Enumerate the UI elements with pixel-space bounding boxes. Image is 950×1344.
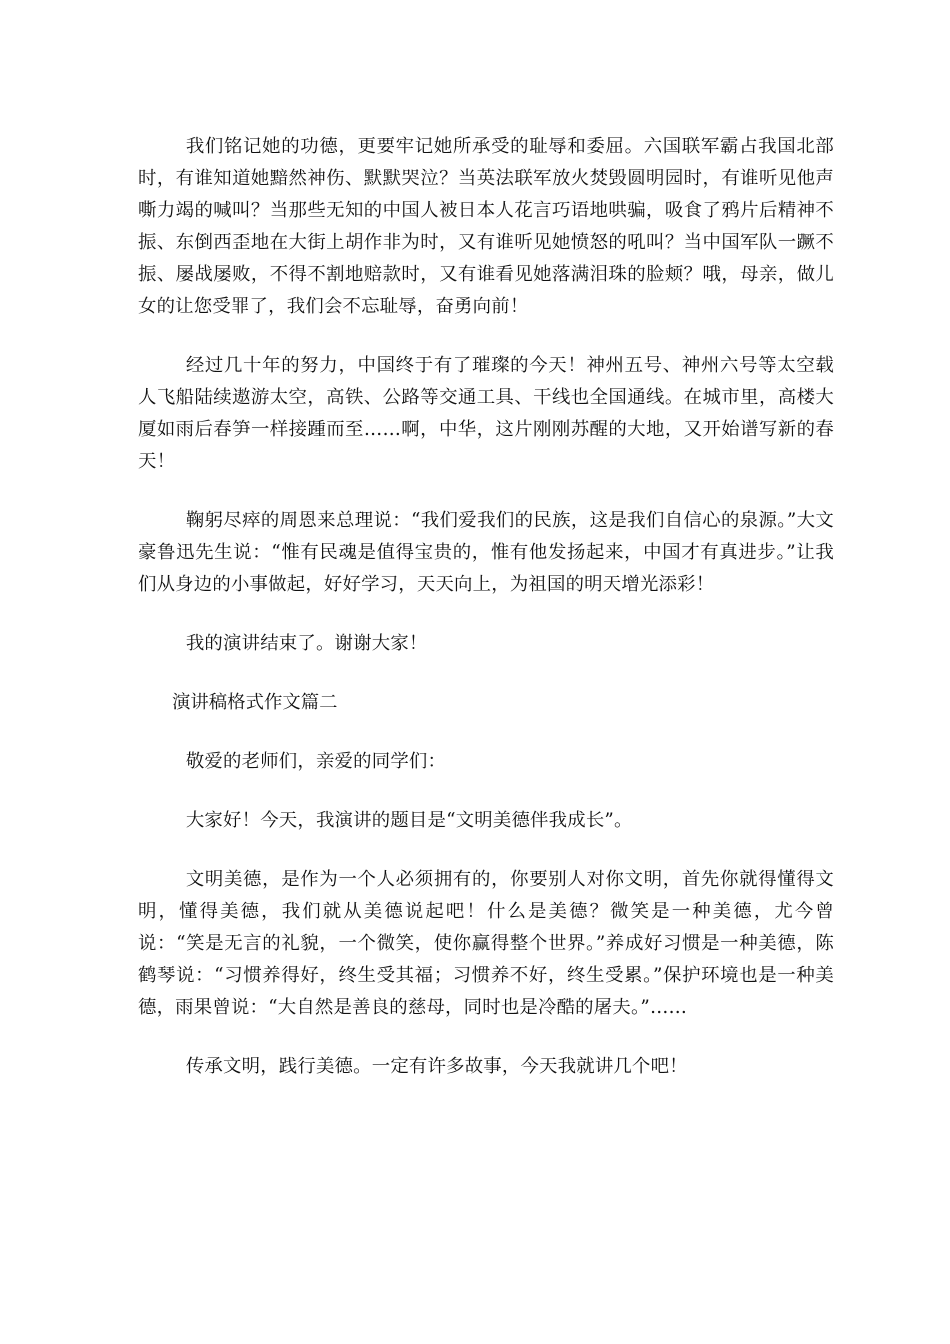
paragraph-achievements: 经过几十年的努力，中国终于有了璀璨的今天！神州五号、神州六号等太空载人飞船陆续遨游太空，高铁、公路等交通工具、干线也全国通线。在城市里，高楼大厦如雨后春笋一样接踵而至……啊，中华，这片刚刚苏醒的大地，又开始谱写新的春天！ [138, 355, 834, 472]
paragraph-quotes: 鞠躬尽瘁的周恩来总理说：“我们爱我们的民族，这是我们自信心的泉源。”大文豪鲁迅先生说：“惟有民魂是值得宝贵的，惟有他发扬起来，中国才有真进步。”让我们从身边的小事做起，好好学习，天天向上，为祖国的明天增光添彩！ [138, 510, 834, 595]
paragraph-closing: 我的演讲结束了。谢谢大家！ [185, 633, 428, 654]
paragraph-virtue: 文明美德，是作为一个人必须拥有的，你要别人对你文明，首先你就得懂得文明，懂得美德，我们就从美德说起吧！什么是美德？微笑是一种美德，尤今曾说：“笑是无言的礼貌，一个微笑，使你赢得整个世界。”养成好习惯是一种美德，陈鹤琴说：“习惯养得好，终生受其福；习惯养不好，终生受累。”保护环境也是一种美德，雨果曾说：“大自然是善良的慈母，同时也是冷酷的屠夫。”…… [138, 869, 834, 1018]
paragraph-greeting: 敬爱的老师们，亲爱的同学们： [185, 751, 447, 772]
paragraph-stories: 传承文明，践行美德。一定有许多故事，今天我就讲几个吧！ [185, 1056, 688, 1077]
paragraph-humiliation: 我们铭记她的功德，更要牢记她所承受的耻辱和委屈。六国联军霸占我国北部时，有谁知道她黯然神伤、默默哭泣？当英法联军放火焚毁圆明园时，有谁听见他声嘶力竭的喊叫？当那些无知的中国人被日本人花言巧语地哄骗，吸食了鸦片后精神不振、东倒西歪地在大街上胡作非为时，又有谁听见她愤怒的吼叫？当中国军队一蹶不振、屡战屡败，不得不割地赔款时，又有谁看见她落满泪珠的脸颊？哦，母亲，做儿女的让您受罪了，我们会不忘耻辱，奋勇向前！ [138, 136, 834, 317]
document-body [138, 131, 834, 1110]
section-heading: 演讲稿格式作文篇二 [172, 692, 338, 713]
paragraph-topic: 大家好！今天，我演讲的题目是“文明美德伴我成长”。 [185, 810, 633, 831]
